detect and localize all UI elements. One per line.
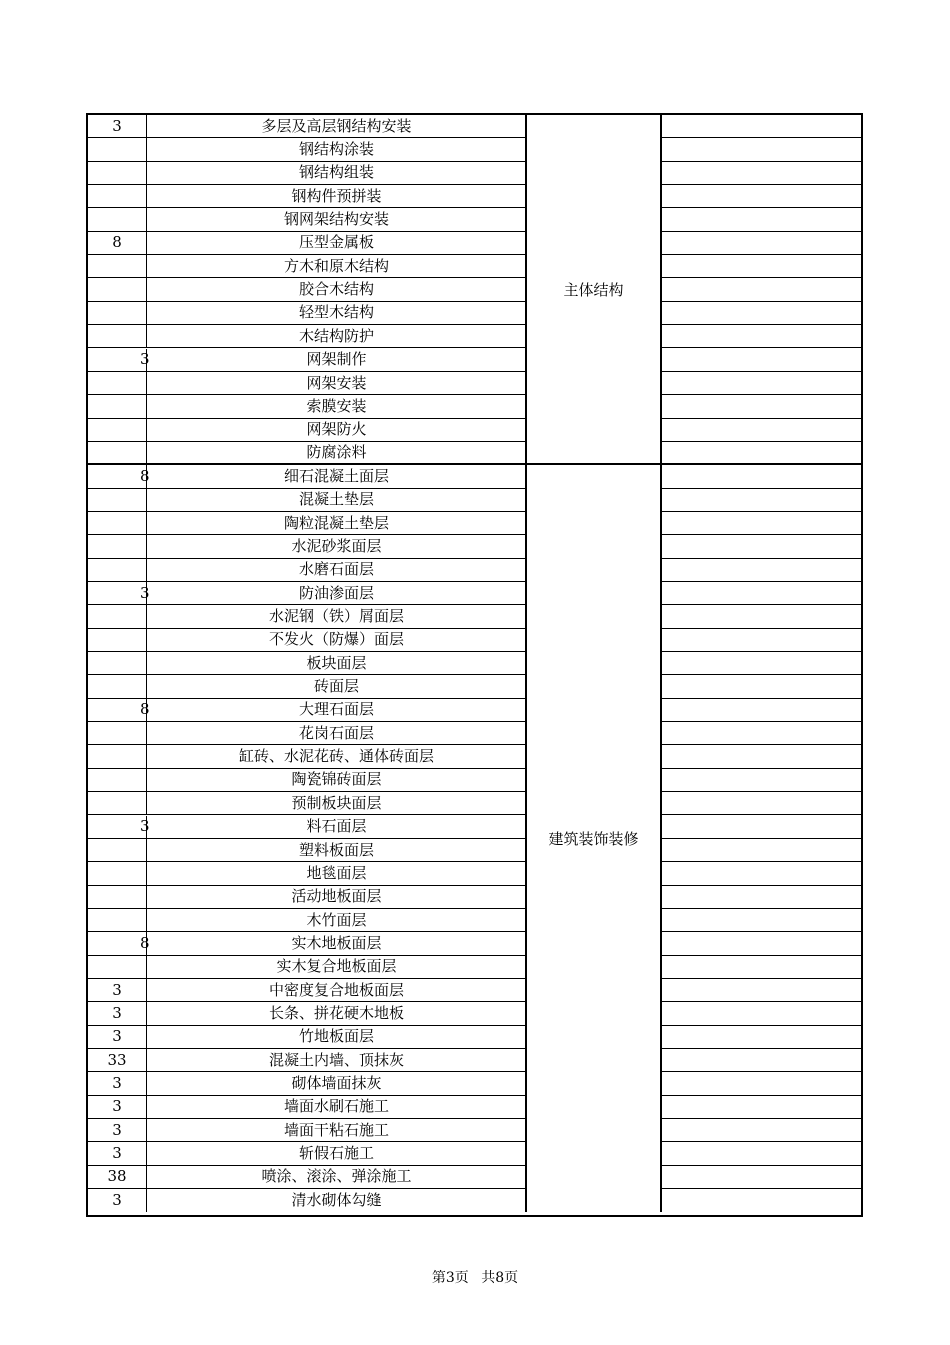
row-number [88, 1049, 147, 1071]
table-row [88, 839, 861, 862]
row-number [88, 115, 147, 137]
item-name: 轻型木结构 [298, 303, 374, 322]
row-number [88, 816, 150, 838]
item-name: 喷涂、滚涂、弹涂施工 [261, 1167, 412, 1186]
item-name: 木竹面层 [306, 910, 367, 929]
empty-cell [662, 349, 861, 371]
row-number [88, 745, 147, 767]
table-row [88, 1049, 861, 1072]
table-row [88, 1096, 861, 1119]
row-number-text: 3 [112, 116, 122, 135]
empty-cell [662, 909, 861, 931]
row-number-text: 8 [140, 933, 150, 952]
row-number [88, 1142, 147, 1164]
empty-cell [662, 489, 861, 511]
empty-cell [662, 395, 861, 417]
empty-cell [662, 769, 861, 791]
table-row [88, 699, 861, 722]
row-number [88, 278, 147, 300]
empty-cell [662, 512, 861, 534]
row-number [88, 1166, 147, 1188]
row-number [88, 255, 147, 277]
table-row [88, 675, 861, 698]
item-name: 板块面层 [306, 653, 367, 672]
empty-cell [662, 232, 861, 254]
row-number [88, 932, 150, 954]
row-number-text: 3 [112, 980, 122, 999]
row-number [88, 675, 147, 697]
category-cell: 主体结构 [525, 115, 662, 463]
empty-cell [662, 862, 861, 884]
item-name: 水磨石面层 [298, 560, 374, 579]
item-name: 钢结构组装 [298, 163, 374, 182]
row-number [88, 349, 150, 371]
item-name: 预制板块面层 [291, 793, 382, 812]
row-number-text: 3 [140, 817, 150, 836]
table-row [88, 138, 861, 161]
table-row [88, 816, 861, 839]
table-section [88, 115, 861, 465]
table-row [88, 419, 861, 442]
empty-cell [662, 419, 861, 441]
row-number [88, 886, 147, 908]
item-name: 竹地板面层 [298, 1027, 374, 1046]
table-row [88, 629, 861, 652]
item-name: 中密度复合地板面层 [268, 980, 404, 999]
item-name: 陶粒混凝土垫层 [283, 513, 389, 532]
row-number [88, 1096, 147, 1118]
row-number-text: 3 [112, 1144, 122, 1163]
item-name: 木结构防护 [298, 326, 374, 345]
row-number-text: 8 [140, 466, 150, 485]
row-number [88, 792, 147, 814]
row-number [88, 699, 150, 721]
table-row [88, 1002, 861, 1025]
table-row [88, 909, 861, 932]
item-name: 混凝土内墙、顶抹灰 [268, 1050, 404, 1069]
empty-cell [662, 1096, 861, 1118]
table-row [88, 1072, 861, 1095]
table-row [88, 185, 861, 208]
empty-cell [662, 1189, 861, 1212]
empty-cell [662, 208, 861, 230]
table-row [88, 745, 861, 768]
empty-cell [662, 115, 861, 137]
table-row [88, 208, 861, 231]
page-footer [0, 1267, 950, 1287]
empty-cell [662, 699, 861, 721]
row-number-text: 3 [112, 1003, 122, 1022]
empty-cell [662, 886, 861, 908]
item-name: 压型金属板 [298, 233, 374, 252]
table-row [88, 1142, 861, 1165]
empty-cell [662, 372, 861, 394]
empty-cell [662, 278, 861, 300]
table-row [88, 1026, 861, 1049]
row-number [88, 395, 147, 417]
empty-cell [662, 605, 861, 627]
table-row [88, 582, 861, 605]
table-row [88, 932, 861, 955]
item-name: 索膜安装 [306, 396, 367, 415]
item-name: 活动地板面层 [291, 887, 382, 906]
item-name: 塑料板面层 [298, 840, 374, 859]
item-name: 混凝土垫层 [298, 490, 374, 509]
row-number-text: 3 [112, 1191, 122, 1210]
table-row [88, 302, 861, 325]
row-number [88, 208, 147, 230]
table-row [88, 115, 861, 138]
row-number [88, 138, 147, 160]
table-row [88, 325, 861, 348]
table-row [88, 255, 861, 278]
table-row [88, 442, 861, 465]
item-name: 水泥砂浆面层 [291, 536, 382, 555]
item-name: 网架安装 [306, 373, 367, 392]
item-name: 大理石面层 [298, 700, 374, 719]
item-name: 方木和原木结构 [283, 256, 389, 275]
data-table [86, 113, 863, 1217]
row-number [88, 1026, 147, 1048]
category-cell: 建筑装饰装修 [525, 465, 662, 1212]
row-number-text: 3 [140, 350, 150, 369]
row-number [88, 1189, 147, 1212]
row-number [88, 419, 147, 441]
empty-cell [662, 956, 861, 978]
row-number [88, 1002, 147, 1024]
row-number [88, 535, 147, 557]
empty-cell [662, 535, 861, 557]
row-number [88, 839, 147, 861]
row-number [88, 979, 147, 1001]
item-name: 长条、拼花硬木地板 [268, 1003, 404, 1022]
empty-cell [662, 442, 861, 463]
row-number [88, 722, 147, 744]
empty-cell [662, 1026, 861, 1048]
item-name: 实木复合地板面层 [276, 957, 397, 976]
empty-cell [662, 325, 861, 347]
item-name: 细石混凝土面层 [283, 466, 389, 485]
table-row [88, 652, 861, 675]
row-number-text: 8 [140, 700, 150, 719]
table-row [88, 535, 861, 558]
row-number [88, 1072, 147, 1094]
table-row [88, 278, 861, 301]
row-number [88, 909, 147, 931]
row-number-text: 3 [112, 1074, 122, 1093]
table-row [88, 862, 861, 885]
empty-cell [662, 465, 861, 487]
table-row [88, 1166, 861, 1189]
empty-cell [662, 745, 861, 767]
empty-cell [662, 559, 861, 581]
item-name: 料石面层 [306, 817, 367, 836]
row-number-text: 38 [107, 1167, 127, 1186]
item-name: 防腐涂料 [306, 443, 367, 462]
item-name: 墙面水刷石施工 [283, 1097, 389, 1116]
empty-cell [662, 1166, 861, 1188]
empty-cell [662, 932, 861, 954]
page-total: 共8页 [481, 1270, 519, 1286]
row-number [88, 862, 147, 884]
empty-cell [662, 979, 861, 1001]
table-row [88, 559, 861, 582]
empty-cell [662, 792, 861, 814]
table-row [88, 792, 861, 815]
item-name: 防油渗面层 [298, 583, 374, 602]
empty-cell [662, 162, 861, 184]
empty-cell [662, 675, 861, 697]
row-number-text: 3 [112, 1027, 122, 1046]
table-row [88, 395, 861, 418]
table-row [88, 1119, 861, 1142]
row-number [88, 605, 147, 627]
table-row [88, 232, 861, 255]
row-number-text: 8 [112, 233, 122, 252]
table-row [88, 465, 861, 488]
table-row [88, 605, 861, 628]
item-name: 多层及高层钢结构安装 [261, 116, 412, 135]
table-row [88, 1189, 861, 1212]
row-number [88, 325, 147, 347]
empty-cell [662, 652, 861, 674]
row-number [88, 489, 147, 511]
row-number [88, 442, 147, 463]
empty-cell [662, 138, 861, 160]
page-number: 第3页 [431, 1270, 469, 1286]
table-row [88, 349, 861, 372]
empty-cell [662, 582, 861, 604]
item-name: 钢构件预拼装 [291, 186, 382, 205]
table-row [88, 512, 861, 535]
row-number [88, 465, 150, 487]
item-name: 陶瓷锦砖面层 [291, 770, 382, 789]
table-section [88, 465, 861, 1212]
empty-cell [662, 722, 861, 744]
item-name: 花岗石面层 [298, 723, 374, 742]
item-name: 不发火（防爆）面层 [268, 630, 404, 649]
empty-cell [662, 816, 861, 838]
item-name: 实木地板面层 [291, 933, 382, 952]
table-row [88, 722, 861, 745]
item-name: 斩假石施工 [298, 1144, 374, 1163]
row-number [88, 582, 150, 604]
item-name: 胶合木结构 [298, 280, 374, 299]
row-number [88, 956, 147, 978]
table-row [88, 956, 861, 979]
table-row [88, 489, 861, 512]
table-row [88, 769, 861, 792]
item-name: 砖面层 [313, 677, 359, 696]
row-number-text: 3 [112, 1120, 122, 1139]
empty-cell [662, 185, 861, 207]
empty-cell [662, 1072, 861, 1094]
item-name: 钢结构涂装 [298, 140, 374, 159]
item-name: 墙面干粘石施工 [283, 1120, 389, 1139]
item-name: 水泥钢（铁）屑面层 [268, 607, 404, 626]
table-row [88, 979, 861, 1002]
row-number [88, 372, 147, 394]
empty-cell [662, 839, 861, 861]
row-number-text: 33 [107, 1050, 127, 1069]
row-number [88, 769, 147, 791]
empty-cell [662, 302, 861, 324]
table-row [88, 162, 861, 185]
empty-cell [662, 255, 861, 277]
item-name: 清水砌体勾缝 [291, 1191, 382, 1210]
item-name: 砌体墙面抹灰 [291, 1074, 382, 1093]
row-number-text: 3 [112, 1097, 122, 1116]
table-row [88, 886, 861, 909]
row-number [88, 232, 147, 254]
item-name: 网架防火 [306, 420, 367, 439]
row-number [88, 302, 147, 324]
empty-cell [662, 1002, 861, 1024]
empty-cell [662, 1049, 861, 1071]
row-number [88, 162, 147, 184]
row-number [88, 559, 147, 581]
row-number [88, 512, 147, 534]
empty-cell [662, 629, 861, 651]
row-number-text: 3 [140, 583, 150, 602]
empty-cell [662, 1142, 861, 1164]
item-name: 缸砖、水泥花砖、通体砖面层 [238, 747, 434, 766]
item-name: 钢网架结构安装 [283, 210, 389, 229]
row-number [88, 185, 147, 207]
table-row [88, 372, 861, 395]
row-number [88, 629, 147, 651]
item-name: 地毯面层 [306, 863, 367, 882]
item-name: 网架制作 [306, 350, 367, 369]
empty-cell [662, 1119, 861, 1141]
row-number [88, 652, 147, 674]
row-number [88, 1119, 147, 1141]
